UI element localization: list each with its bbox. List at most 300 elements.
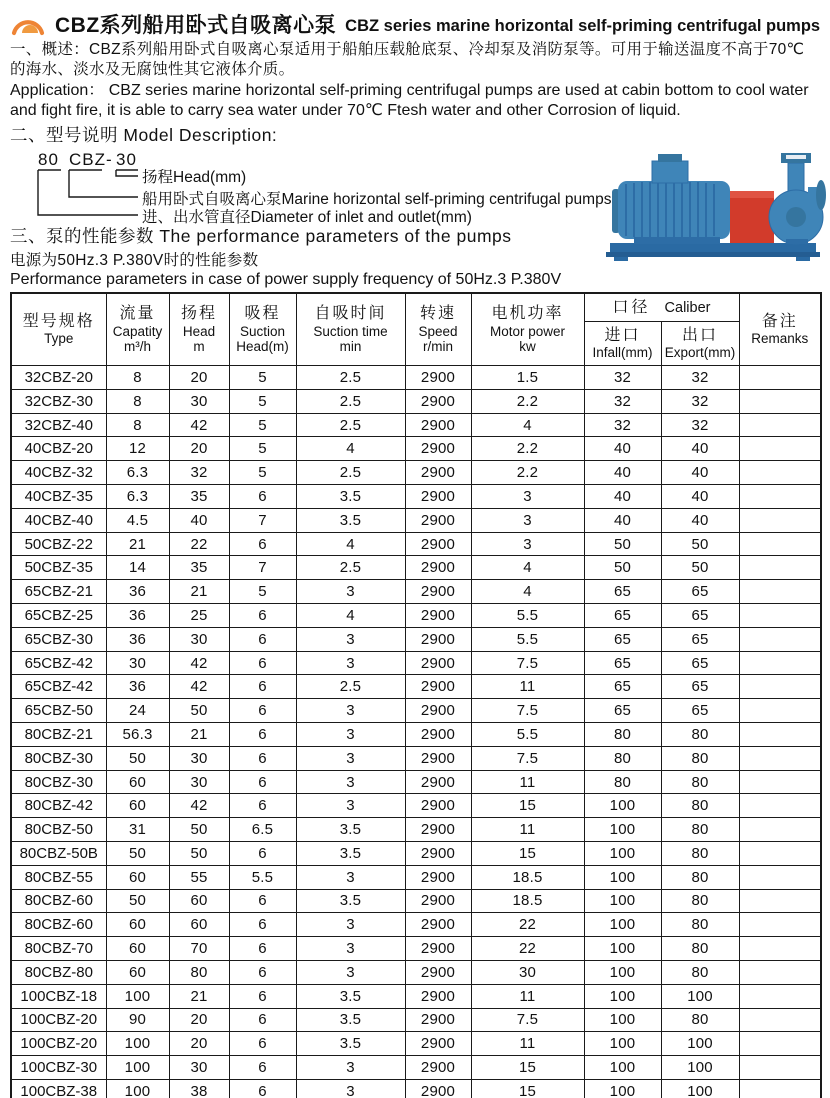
- table-cell: 30: [169, 746, 229, 770]
- col-header-caliber: 口径 Caliber: [584, 293, 739, 322]
- table-cell: 80: [661, 842, 739, 866]
- col-header-suction: 吸程 Suction Head(m): [229, 293, 296, 366]
- col-header-speed: 转速 Speed r/min: [405, 293, 471, 366]
- table-cell: 2900: [405, 651, 471, 675]
- table-cell: [739, 889, 821, 913]
- table-cell: 30: [169, 389, 229, 413]
- table-cell: 6.3: [106, 461, 169, 485]
- table-cell: 80: [661, 960, 739, 984]
- col-header-inlet: 进口 Infall(mm): [584, 322, 661, 366]
- diagram-label-diameter: 进、出水管直径Diameter of inlet and outlet(mm): [142, 208, 472, 226]
- table-cell: [739, 984, 821, 1008]
- table-cell: 3.5: [296, 818, 405, 842]
- table-cell: 5: [229, 461, 296, 485]
- table-cell: 2900: [405, 842, 471, 866]
- table-cell: 2900: [405, 865, 471, 889]
- table-cell: 2900: [405, 746, 471, 770]
- table-cell: 2.2: [471, 461, 584, 485]
- table-cell: 65CBZ-50: [11, 699, 106, 723]
- table-cell: 3: [296, 723, 405, 747]
- table-cell: 5: [229, 437, 296, 461]
- table-cell: 100: [584, 865, 661, 889]
- table-cell: [739, 675, 821, 699]
- table-cell: 100: [106, 1079, 169, 1098]
- table-cell: 80: [661, 889, 739, 913]
- table-cell: 32: [584, 413, 661, 437]
- table-cell: 21: [169, 580, 229, 604]
- table-cell: [739, 508, 821, 532]
- table-cell: 12: [106, 437, 169, 461]
- col-header-suction-time: 自吸时间 Suction time min: [296, 293, 405, 366]
- table-row: [11, 865, 821, 889]
- table-cell: 4: [471, 413, 584, 437]
- table-cell: 50: [106, 746, 169, 770]
- table-cell: [739, 1008, 821, 1032]
- table-cell: 40: [661, 461, 739, 485]
- table-cell: 40CBZ-40: [11, 508, 106, 532]
- table-row: [11, 651, 821, 675]
- table-row: [11, 508, 821, 532]
- table-cell: 11: [471, 1032, 584, 1056]
- table-cell: 2.5: [296, 413, 405, 437]
- table-cell: 40: [661, 508, 739, 532]
- table-cell: 32: [169, 461, 229, 485]
- table-cell: 60: [169, 913, 229, 937]
- table-cell: 4: [296, 437, 405, 461]
- table-cell: 5: [229, 366, 296, 390]
- table-cell: 65CBZ-25: [11, 604, 106, 628]
- table-cell: 100: [584, 794, 661, 818]
- table-cell: 2.2: [471, 437, 584, 461]
- table-cell: 40: [584, 461, 661, 485]
- table-cell: 2900: [405, 485, 471, 509]
- table-cell: [739, 1056, 821, 1080]
- table-cell: 3: [296, 960, 405, 984]
- table-cell: 80CBZ-21: [11, 723, 106, 747]
- table-cell: 32: [661, 413, 739, 437]
- brand-sunrise-icon: [10, 10, 46, 36]
- table-cell: 2.5: [296, 556, 405, 580]
- table-row: [11, 1008, 821, 1032]
- table-row: [11, 413, 821, 437]
- table-cell: 100: [584, 960, 661, 984]
- table-row: [11, 532, 821, 556]
- table-cell: 2900: [405, 770, 471, 794]
- table-cell: 36: [106, 604, 169, 628]
- table-cell: 3.5: [296, 842, 405, 866]
- table-cell: 1.5: [471, 366, 584, 390]
- table-cell: 6: [229, 937, 296, 961]
- table-cell: 2.5: [296, 675, 405, 699]
- table-cell: [739, 794, 821, 818]
- table-cell: 32: [584, 389, 661, 413]
- table-cell: 2900: [405, 699, 471, 723]
- overview-paragraph-en: Application： CBZ series marine horizontal self-priming centrifugal pumps are used at cabin bottom to cool water and fight fire, it is able to carry sea water under 70℃ Ftesh water and other Corrosion of liquid.: [10, 81, 809, 120]
- table-cell: 2900: [405, 1056, 471, 1080]
- table-cell: 6: [229, 913, 296, 937]
- table-cell: [739, 580, 821, 604]
- table-cell: 100: [584, 984, 661, 1008]
- table-cell: 100: [661, 1056, 739, 1080]
- table-cell: 100CBZ-20: [11, 1008, 106, 1032]
- table-cell: 2900: [405, 556, 471, 580]
- table-row: [11, 1079, 821, 1098]
- table-row: [11, 937, 821, 961]
- col-header-outlet: 出口 Export(mm): [661, 322, 739, 366]
- table-row: [11, 723, 821, 747]
- table-cell: 3: [296, 770, 405, 794]
- table-row: [11, 627, 821, 651]
- table-cell: 30: [471, 960, 584, 984]
- table-cell: 65CBZ-21: [11, 580, 106, 604]
- table-cell: 18.5: [471, 865, 584, 889]
- table-cell: [739, 1032, 821, 1056]
- table-cell: 11: [471, 818, 584, 842]
- table-cell: 36: [106, 580, 169, 604]
- table-row: [11, 960, 821, 984]
- diagram-label-series: 船用卧式自吸离心泵Marine horizontal self-priming centrifugal pumps: [142, 190, 612, 208]
- table-cell: 5: [229, 580, 296, 604]
- table-row: [11, 842, 821, 866]
- table-cell: 6: [229, 675, 296, 699]
- table-cell: [739, 770, 821, 794]
- table-cell: 100: [661, 984, 739, 1008]
- power-note-en: Performance parameters in case of power supply frequency of 50Hz.3 P.380V: [10, 270, 562, 288]
- table-cell: 60: [106, 770, 169, 794]
- table-cell: 31: [106, 818, 169, 842]
- table-cell: 6.5: [229, 818, 296, 842]
- table-cell: 5.5: [471, 627, 584, 651]
- table-cell: 65CBZ-42: [11, 675, 106, 699]
- table-cell: [739, 485, 821, 509]
- table-cell: 80: [661, 723, 739, 747]
- table-cell: 5.5: [471, 604, 584, 628]
- table-cell: 50: [661, 532, 739, 556]
- table-cell: 2900: [405, 580, 471, 604]
- table-cell: 65: [661, 627, 739, 651]
- table-cell: 7.5: [471, 699, 584, 723]
- table-row: [11, 770, 821, 794]
- table-cell: 6: [229, 1056, 296, 1080]
- table-cell: 80: [584, 746, 661, 770]
- table-row: [11, 1056, 821, 1080]
- table-cell: 3.5: [296, 889, 405, 913]
- table-cell: [739, 818, 821, 842]
- table-cell: 32: [661, 366, 739, 390]
- table-row: [11, 556, 821, 580]
- page-title-zh: CBZ系列船用卧式自吸离心泵: [55, 14, 337, 37]
- table-cell: 32CBZ-40: [11, 413, 106, 437]
- table-cell: [739, 746, 821, 770]
- table-cell: 55: [169, 865, 229, 889]
- table-cell: 5: [229, 389, 296, 413]
- table-cell: 65: [584, 604, 661, 628]
- table-cell: 80: [661, 746, 739, 770]
- table-cell: 7.5: [471, 746, 584, 770]
- table-row: [11, 984, 821, 1008]
- table-cell: 2900: [405, 889, 471, 913]
- table-cell: 35: [169, 556, 229, 580]
- table-cell: 80: [661, 913, 739, 937]
- table-cell: 3.5: [296, 1008, 405, 1032]
- table-cell: 6: [229, 485, 296, 509]
- table-row: [11, 461, 821, 485]
- table-cell: 50: [584, 532, 661, 556]
- table-cell: 40: [661, 437, 739, 461]
- table-cell: 7.5: [471, 1008, 584, 1032]
- table-cell: 100: [584, 1056, 661, 1080]
- table-cell: 6: [229, 627, 296, 651]
- table-cell: 35: [169, 485, 229, 509]
- table-cell: 2900: [405, 413, 471, 437]
- table-cell: 3: [296, 746, 405, 770]
- table-cell: 5.5: [229, 865, 296, 889]
- table-cell: 20: [169, 366, 229, 390]
- table-cell: 20: [169, 1008, 229, 1032]
- table-row: [11, 366, 821, 390]
- table-cell: 6: [229, 651, 296, 675]
- table-cell: 21: [169, 984, 229, 1008]
- table-cell: 60: [106, 913, 169, 937]
- table-cell: [739, 913, 821, 937]
- table-cell: 56.3: [106, 723, 169, 747]
- table-cell: 60: [106, 794, 169, 818]
- table-cell: 50CBZ-35: [11, 556, 106, 580]
- table-cell: 6: [229, 770, 296, 794]
- table-cell: 21: [106, 532, 169, 556]
- table-cell: 65: [584, 627, 661, 651]
- table-cell: 2900: [405, 960, 471, 984]
- table-cell: [739, 461, 821, 485]
- table-cell: 50: [106, 842, 169, 866]
- table-cell: [739, 699, 821, 723]
- table-cell: 5.5: [471, 723, 584, 747]
- table-cell: 2900: [405, 366, 471, 390]
- table-cell: 100: [584, 842, 661, 866]
- table-cell: 100CBZ-30: [11, 1056, 106, 1080]
- table-cell: 100: [106, 1056, 169, 1080]
- table-cell: [739, 389, 821, 413]
- table-cell: 20: [169, 1032, 229, 1056]
- table-cell: 100: [661, 1079, 739, 1098]
- table-cell: 2900: [405, 389, 471, 413]
- table-cell: 80CBZ-50B: [11, 842, 106, 866]
- table-cell: 2900: [405, 1032, 471, 1056]
- table-cell: [739, 651, 821, 675]
- table-cell: 6: [229, 960, 296, 984]
- table-cell: 40: [584, 485, 661, 509]
- table-cell: [739, 437, 821, 461]
- table-cell: 80: [661, 794, 739, 818]
- table-cell: 8: [106, 413, 169, 437]
- table-cell: 2900: [405, 675, 471, 699]
- table-cell: 2.5: [296, 461, 405, 485]
- table-row: [11, 437, 821, 461]
- table-cell: 50CBZ-22: [11, 532, 106, 556]
- table-row: [11, 794, 821, 818]
- table-cell: [739, 532, 821, 556]
- table-cell: [739, 865, 821, 889]
- performance-table: [10, 292, 822, 1098]
- table-cell: 60: [106, 937, 169, 961]
- table-cell: 7.5: [471, 651, 584, 675]
- table-cell: 3: [296, 937, 405, 961]
- table-cell: 2.2: [471, 389, 584, 413]
- model-code-series: CBZ: [69, 149, 106, 169]
- table-cell: 80CBZ-30: [11, 770, 106, 794]
- col-header-remarks: 备注 Remanks: [739, 293, 821, 366]
- table-cell: 6: [229, 746, 296, 770]
- table-cell: 32: [661, 389, 739, 413]
- col-header-capacity: 流量 Capatity m³/h: [106, 293, 169, 366]
- table-cell: 60: [169, 889, 229, 913]
- table-cell: 50: [584, 556, 661, 580]
- table-cell: 3: [296, 651, 405, 675]
- table-cell: 100: [106, 984, 169, 1008]
- table-cell: 90: [106, 1008, 169, 1032]
- table-cell: 4: [471, 580, 584, 604]
- table-cell: 2900: [405, 461, 471, 485]
- table-cell: 80: [584, 770, 661, 794]
- table-cell: 80CBZ-60: [11, 889, 106, 913]
- table-cell: 80CBZ-55: [11, 865, 106, 889]
- table-cell: 65: [661, 604, 739, 628]
- table-cell: 80: [661, 865, 739, 889]
- table-cell: 3: [296, 699, 405, 723]
- table-cell: 100CBZ-20: [11, 1032, 106, 1056]
- table-cell: [739, 842, 821, 866]
- table-cell: 3.5: [296, 485, 405, 509]
- table-cell: 3: [471, 532, 584, 556]
- table-cell: 40: [584, 508, 661, 532]
- pump-photo: [600, 139, 828, 265]
- table-cell: 2900: [405, 532, 471, 556]
- table-cell: 3.5: [296, 984, 405, 1008]
- table-cell: 80: [661, 818, 739, 842]
- table-cell: 4: [296, 532, 405, 556]
- table-cell: 2900: [405, 984, 471, 1008]
- table-cell: 80CBZ-50: [11, 818, 106, 842]
- table-cell: 60: [106, 865, 169, 889]
- table-row: [11, 1032, 821, 1056]
- table-cell: 3: [296, 794, 405, 818]
- table-cell: 3.5: [296, 508, 405, 532]
- table-cell: 6: [229, 723, 296, 747]
- table-cell: 65CBZ-30: [11, 627, 106, 651]
- table-cell: 2900: [405, 794, 471, 818]
- page-title-en: CBZ series marine horizontal self-priming centrifugal pumps: [345, 17, 821, 36]
- table-cell: 7: [229, 508, 296, 532]
- table-cell: 65: [584, 651, 661, 675]
- col-header-head: 扬程 Head m: [169, 293, 229, 366]
- table-cell: 15: [471, 794, 584, 818]
- table-cell: 21: [169, 723, 229, 747]
- table-row: [11, 604, 821, 628]
- table-cell: 2900: [405, 1008, 471, 1032]
- table-cell: 100: [106, 1032, 169, 1056]
- overview-paragraph-zh: 一、概述：CBZ系列船用卧式自吸离心泵适用于船舶压载舱底泵、冷却泵及消防泵等。可用于输送温度不高于70℃的海水、淡水及无腐蚀性其它液体介质。: [10, 41, 805, 79]
- table-cell: 32CBZ-30: [11, 389, 106, 413]
- table-cell: 36: [106, 627, 169, 651]
- table-cell: [739, 556, 821, 580]
- table-row: [11, 913, 821, 937]
- table-cell: 65: [661, 675, 739, 699]
- table-cell: 40CBZ-35: [11, 485, 106, 509]
- table-cell: 2.5: [296, 389, 405, 413]
- table-cell: 2900: [405, 604, 471, 628]
- page-header: [10, 6, 820, 36]
- table-cell: [739, 604, 821, 628]
- table-cell: 6: [229, 1079, 296, 1098]
- table-cell: 30: [169, 770, 229, 794]
- table-cell: 2900: [405, 818, 471, 842]
- table-cell: 42: [169, 413, 229, 437]
- table-cell: 80CBZ-80: [11, 960, 106, 984]
- table-cell: 80CBZ-30: [11, 746, 106, 770]
- table-cell: 7: [229, 556, 296, 580]
- col-header-motor-power: 电机功率 Motor power kw: [471, 293, 584, 366]
- table-cell: 2900: [405, 1079, 471, 1098]
- table-cell: 100: [584, 818, 661, 842]
- table-cell: 3: [296, 1079, 405, 1098]
- table-cell: 11: [471, 770, 584, 794]
- table-cell: 2.5: [296, 366, 405, 390]
- table-cell: 18.5: [471, 889, 584, 913]
- table-cell: 100: [584, 1008, 661, 1032]
- table-cell: 4: [471, 556, 584, 580]
- table-cell: 3: [296, 627, 405, 651]
- table-cell: 15: [471, 842, 584, 866]
- table-cell: 80CBZ-42: [11, 794, 106, 818]
- table-cell: 4: [296, 604, 405, 628]
- table-cell: [739, 723, 821, 747]
- table-row: [11, 389, 821, 413]
- table-cell: 2900: [405, 437, 471, 461]
- table-cell: 50: [106, 889, 169, 913]
- table-cell: 11: [471, 984, 584, 1008]
- table-cell: 80: [661, 937, 739, 961]
- table-cell: 2900: [405, 723, 471, 747]
- table-cell: 15: [471, 1056, 584, 1080]
- table-cell: 40CBZ-32: [11, 461, 106, 485]
- table-cell: 80: [661, 770, 739, 794]
- table-cell: 6.3: [106, 485, 169, 509]
- table-cell: 50: [169, 842, 229, 866]
- table-cell: 6: [229, 1032, 296, 1056]
- table-cell: [739, 960, 821, 984]
- table-cell: 3.5: [296, 1032, 405, 1056]
- table-cell: 42: [169, 675, 229, 699]
- table-cell: 3: [296, 865, 405, 889]
- table-cell: 22: [471, 913, 584, 937]
- table-cell: 100: [584, 1032, 661, 1056]
- table-cell: 32: [584, 366, 661, 390]
- table-cell: 65: [584, 699, 661, 723]
- table-cell: 38: [169, 1079, 229, 1098]
- table-cell: 14: [106, 556, 169, 580]
- table-cell: 80: [169, 960, 229, 984]
- table-cell: 22: [471, 937, 584, 961]
- table-cell: 30: [169, 627, 229, 651]
- table-cell: 6: [229, 984, 296, 1008]
- table-cell: 60: [106, 960, 169, 984]
- table-cell: 6: [229, 1008, 296, 1032]
- table-cell: [739, 366, 821, 390]
- table-cell: 65: [661, 580, 739, 604]
- table-cell: 40: [169, 508, 229, 532]
- table-cell: 22: [169, 532, 229, 556]
- table-cell: 2900: [405, 913, 471, 937]
